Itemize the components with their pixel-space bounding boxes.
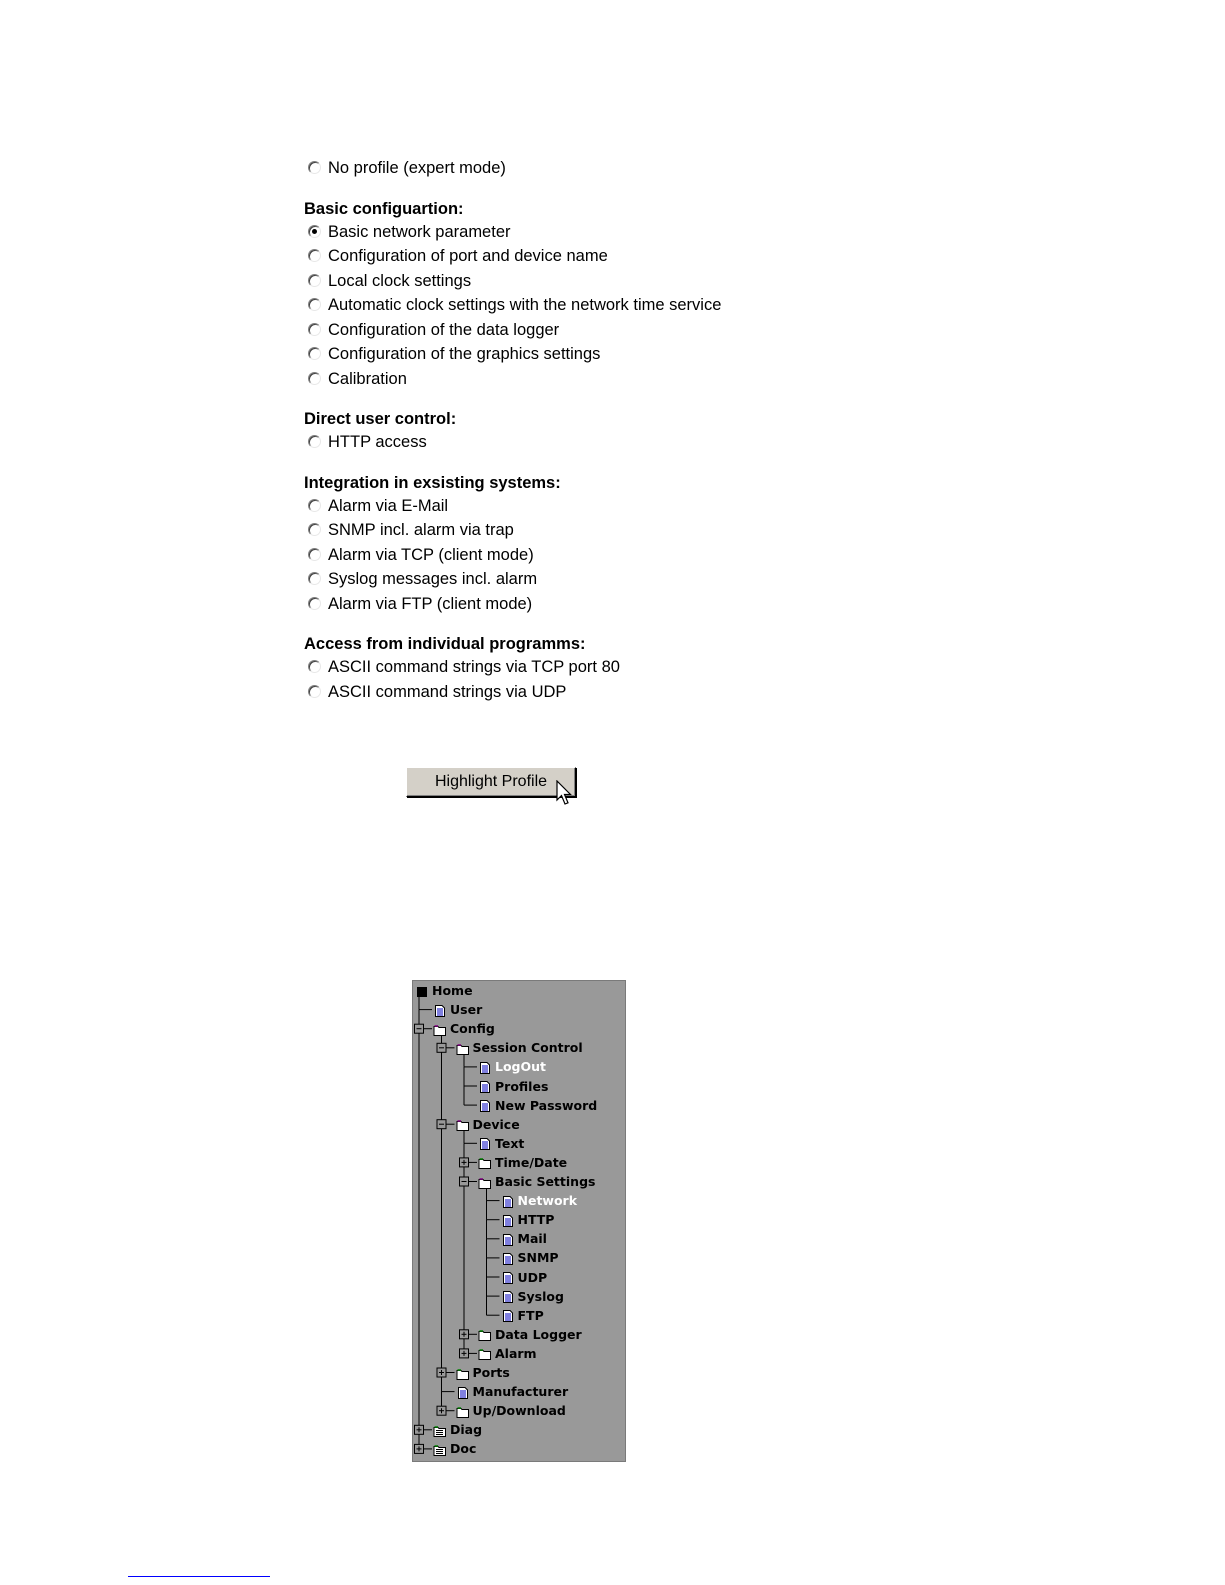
profile-option[interactable]: [304, 342, 864, 367]
radio-button[interactable]: [308, 274, 321, 287]
page-icon: [501, 1290, 515, 1304]
profile-option[interactable]: [304, 518, 864, 543]
tree-item-label: Time/Date: [495, 1154, 568, 1170]
page-icon: [501, 1309, 515, 1323]
tree-item-label: Network: [517, 1193, 578, 1209]
radio-label: Automatic clock settings with the network time service: [328, 296, 722, 314]
radio-label: Calibration: [328, 369, 407, 388]
folder-open-icon: [478, 1176, 492, 1190]
radio-button[interactable]: [308, 523, 321, 536]
section-heading: Integration in exsisting systems:: [304, 473, 561, 492]
page-icon: [478, 1099, 492, 1113]
radio-label: Basic network parameter: [328, 222, 511, 241]
folder-book-icon: [433, 1424, 447, 1438]
radio-label: ASCII command strings via UDP: [328, 682, 567, 701]
tree-item-diag[interactable]: [433, 1420, 482, 1439]
footnote-separator: [128, 1576, 270, 1577]
page-icon: [501, 1233, 515, 1247]
tree-item-basic-settings[interactable]: [478, 1172, 595, 1191]
profile-option[interactable]: [304, 430, 864, 455]
page-icon: [501, 1252, 515, 1266]
radio-button[interactable]: [308, 499, 321, 512]
profile-option[interactable]: [304, 543, 864, 568]
radio-label: Alarm via E-Mail: [328, 496, 449, 515]
radio-label: Syslog messages incl. alarm: [328, 570, 538, 588]
radio-button[interactable]: [308, 597, 321, 610]
tree-item-label: Text: [495, 1135, 525, 1151]
tree-item-user[interactable]: [433, 1000, 482, 1019]
page-icon: [433, 1004, 447, 1018]
section-heading: Direct user control:: [304, 410, 457, 428]
tree-item-snmp[interactable]: [501, 1248, 559, 1267]
radio-label: No profile (expert mode): [328, 159, 506, 177]
page-icon: [501, 1214, 515, 1228]
tree-item-label: Data Logger: [495, 1326, 582, 1342]
tree-item-label: Basic Settings: [495, 1174, 596, 1189]
tree-item-new-password[interactable]: [478, 1096, 597, 1115]
folder-open-icon: [456, 1118, 470, 1132]
page-icon: [456, 1386, 470, 1400]
profile-option[interactable]: [304, 269, 864, 294]
tree-item-label: SNMP: [517, 1250, 559, 1266]
radio-label: Configuration of the graphics settings: [328, 345, 601, 363]
radio-no-profile[interactable]: [304, 156, 864, 181]
tree-item-label: Alarm: [495, 1345, 537, 1361]
tree-item-ports[interactable]: [456, 1363, 510, 1382]
radio-label: Local clock settings: [328, 271, 472, 290]
tree-item-text[interactable]: [478, 1134, 524, 1153]
tree-item-network[interactable]: [501, 1191, 578, 1210]
tree-item-udp[interactable]: [501, 1268, 548, 1287]
radio-button[interactable]: [308, 249, 321, 262]
profile-option[interactable]: [304, 592, 864, 617]
tree-item-home[interactable]: [415, 981, 473, 1000]
tree-item-label: Diag: [450, 1422, 483, 1438]
tree-item-label: Manufacturer: [472, 1384, 569, 1400]
profile-sections: [304, 198, 864, 705]
radio-button[interactable]: [308, 372, 321, 385]
tree-item-http[interactable]: [501, 1210, 555, 1229]
profile-option[interactable]: [304, 293, 864, 318]
profile-option[interactable]: [304, 244, 864, 269]
profile-option[interactable]: [304, 567, 864, 592]
page-icon: [478, 1061, 492, 1075]
tree-item-session-control[interactable]: [456, 1038, 583, 1057]
tree-item-label: Syslog: [517, 1288, 564, 1304]
profile-option[interactable]: [304, 494, 864, 519]
tree-item-syslog[interactable]: [501, 1287, 564, 1306]
radio-label: Configuration of port and device name: [328, 247, 608, 265]
tree-item-label: New Password: [495, 1097, 598, 1113]
radio-label: Alarm via TCP (client mode): [328, 545, 534, 564]
page-icon: [478, 1137, 492, 1151]
tree-item-up-download[interactable]: [456, 1401, 566, 1420]
navigation-tree: [412, 980, 626, 1462]
folder-closed-icon: [456, 1405, 470, 1419]
tree-item-label: Config: [450, 1021, 495, 1037]
section-heading: Basic configuartion:: [304, 199, 464, 218]
tree-item-device[interactable]: [456, 1115, 520, 1134]
tree-item-logout[interactable]: [478, 1057, 546, 1076]
tree-item-label: LogOut: [495, 1059, 547, 1075]
tree-item-label: HTTP: [517, 1212, 555, 1228]
tree-item-data-logger[interactable]: [478, 1325, 582, 1344]
tree-item-profiles[interactable]: [478, 1077, 548, 1096]
profile-option[interactable]: [304, 367, 864, 392]
tree-item-label: Device: [472, 1116, 520, 1132]
radio-label: Configuration of the data logger: [328, 320, 560, 339]
tree-item-label: UDP: [517, 1269, 548, 1285]
tree-item-manufacturer[interactable]: [456, 1382, 569, 1401]
page-icon: [501, 1271, 515, 1285]
radio-button[interactable]: [308, 660, 321, 673]
folder-open-icon: [456, 1042, 470, 1056]
tree-item-label: Up/Download: [472, 1403, 566, 1419]
folder-book-icon: [433, 1443, 447, 1457]
folder-open-icon: [433, 1023, 447, 1037]
tree-item-label: Ports: [472, 1365, 510, 1380]
profile-option[interactable]: [304, 680, 864, 705]
page-icon: [501, 1195, 515, 1209]
tree-item-label: Mail: [517, 1231, 547, 1247]
tree-item-time-date[interactable]: [478, 1153, 567, 1172]
radio-button[interactable]: [308, 323, 321, 336]
folder-closed-icon: [478, 1156, 492, 1170]
tree-item-label: User: [450, 1002, 483, 1018]
tree-item-label: Home: [432, 983, 473, 998]
radio-label: ASCII command strings via TCP port 80: [328, 658, 620, 676]
radio-button[interactable]: [308, 572, 321, 585]
folder-closed-icon: [456, 1367, 470, 1381]
profile-option[interactable]: [304, 655, 864, 680]
radio-button[interactable]: [308, 685, 321, 698]
radio-button[interactable]: [308, 298, 321, 311]
radio-label: HTTP access: [328, 433, 427, 451]
radio-button[interactable]: [308, 347, 321, 360]
folder-closed-icon: [478, 1347, 492, 1361]
profile-selection-form: [304, 156, 864, 704]
highlight-profile-button[interactable]: Highlight Profile: [406, 767, 576, 797]
tree-item-label: Profiles: [495, 1078, 549, 1094]
radio-label: SNMP incl. alarm via trap: [328, 521, 514, 539]
radio-button[interactable]: [308, 161, 321, 174]
section-heading: Access from individual programms:: [304, 635, 586, 653]
tree-item-doc[interactable]: [433, 1439, 476, 1458]
profile-option[interactable]: [304, 318, 864, 343]
tree-item-label: Doc: [450, 1441, 477, 1457]
tree-item-config[interactable]: [433, 1019, 495, 1038]
page-icon: [478, 1080, 492, 1094]
home-square-icon: [415, 985, 429, 999]
mouse-pointer-icon: [556, 780, 576, 808]
tree-item-alarm[interactable]: [478, 1344, 537, 1363]
tree-item-ftp[interactable]: [501, 1306, 544, 1325]
radio-label: Alarm via FTP (client mode): [328, 594, 533, 613]
tree-item-label: FTP: [517, 1307, 544, 1323]
tree-item-label: Session Control: [472, 1040, 583, 1056]
radio-button[interactable]: [308, 548, 321, 561]
tree-item-mail[interactable]: [501, 1229, 547, 1248]
folder-closed-icon: [478, 1328, 492, 1342]
profile-option[interactable]: [304, 220, 864, 245]
radio-button[interactable]: [308, 225, 321, 238]
radio-button[interactable]: [308, 435, 321, 448]
